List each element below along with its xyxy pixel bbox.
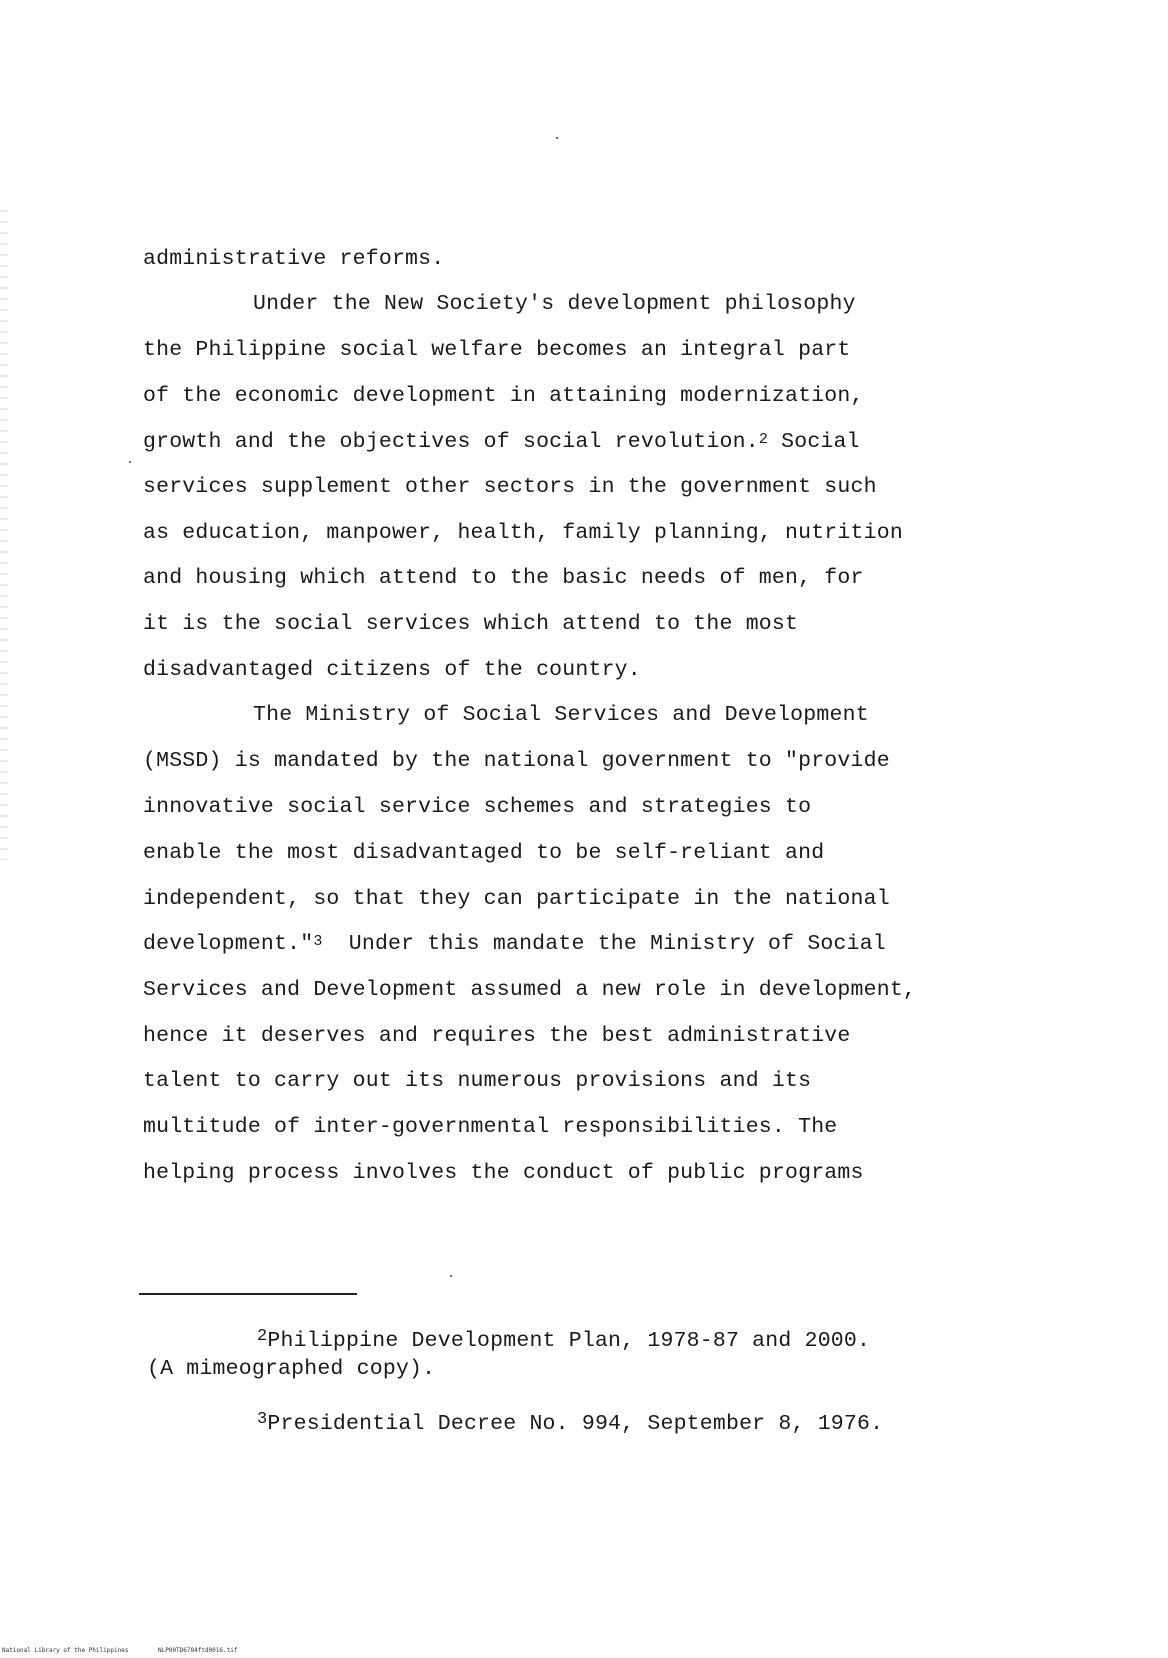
body-line-11: The Ministry of Social Services and Development [253,703,869,727]
body-line-16 [143,934,886,956]
body-line-5 [143,432,860,454]
body-line-2: Under the New Society's development philosophy [253,292,856,316]
footnote-3-number: 3 [257,1410,268,1429]
body-line-13: innovative social service schemes and strategies to [143,795,812,819]
body-line-20: multitude of inter-governmental responsibilities. The [143,1115,838,1139]
scan-speck [129,461,131,463]
body-line-7: as education, manpower, health, family planning, nutrition [143,521,903,545]
body-line-16-tail: Under this mandate the Ministry of Social [348,932,886,956]
body-line-5-text: growth and the objectives of social revolution. [143,430,759,454]
body-line-21: helping process involves the conduct of public programs [143,1161,864,1185]
footnote-2-text: Philippine Development Plan, 1978-87 and 2000. [267,1329,871,1353]
footnote-ref-3: 3 [313,933,323,950]
body-line-19: talent to carry out its numerous provisions and its [143,1069,812,1093]
body-line-17: Services and Development assumed a new role in development, [143,978,917,1002]
body-line-9: it is the social services which attend to the most [143,612,799,636]
body-line-1: administrative reforms. [143,247,445,271]
body-line-3: the Philippine social welfare becomes an integral part [143,338,851,362]
footnote-3-text: Presidential Decree No. 994, September 8, 1976. [267,1412,884,1436]
body-line-10: disadvantaged citizens of the country. [143,658,641,682]
scan-footer-source: National Library of the Philippines [2,1647,129,1654]
body-line-5-tail: Social [781,430,860,454]
scan-speck [450,1275,452,1277]
footnote-3 [257,1410,884,1436]
body-line-6: services supplement other sectors in the government such [143,475,877,499]
body-line-15: independent, so that they can participate in the national [143,887,890,911]
footnote-2-number: 2 [257,1327,268,1346]
body-line-18: hence it deserves and requires the best administrative [143,1024,851,1048]
footnote-2 [257,1327,871,1353]
scan-footer-file: NLP00TD6784ftd0016.tif [158,1647,238,1654]
scan-speck [556,137,558,139]
footnote-2-continuation: (A mimeographed copy). [147,1357,436,1381]
body-line-14: enable the most disadvantaged to be self-reliant and [143,841,825,865]
body-line-8: and housing which attend to the basic needs of men, for [143,566,864,590]
footnote-ref-2: 2 [758,431,769,448]
scan-edge-artifact [0,210,8,860]
body-line-12: (MSSD) is mandated by the national government to "provide [143,749,890,773]
footnote-separator [139,1293,357,1295]
body-line-4: of the economic development in attaining modernization, [143,384,864,408]
body-line-16-text: development." [143,932,314,956]
